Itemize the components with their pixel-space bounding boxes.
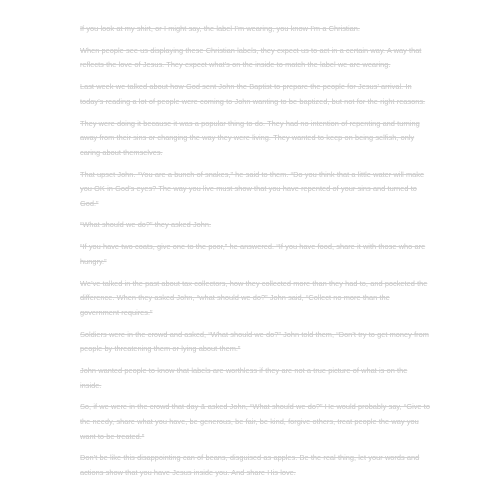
- paragraph-8: We’ve talked in the past about tax collectors, how they collected more than they had to, and pocketed the difference. When they asked John, “what should we do?” John said, “Collect no more than the government requires.”: [80, 278, 428, 317]
- paragraph-11: So, if we were in the crowd that day & asked John, “What should we do?” He would probably say, “Give to the needy, share what you have, be generous, be fair, be kind, forgive others, treat people the way you want to be treated.”: [80, 402, 430, 441]
- document-body: [80, 22, 430, 488]
- paragraph-12: Don’t be like this disappointing can of beans, disguised as apples. Be the real thing, let your words and actions show that you have Jesus inside you. And share His love.: [80, 453, 420, 477]
- paragraph-6: “What should we do?” they asked John.: [80, 220, 212, 230]
- paragraph-5: That upset John. “You are a bunch of snakes,” he said to them. “Do you think that a little water will make you OK in God’s eyes? The way you live must show that you have repented of your sins and turned to God.”: [80, 169, 425, 208]
- paragraph-2: When people see us displaying these Christian labels, they expect us to act in a certain way. A way that reflects the love of Jesus. They expect what’s on the inside to match the label we are wearing.: [80, 45, 422, 70]
- paragraph-1: If you look at my shirt, or I might say, the label I’m wearing, you know I’m a Christian.: [80, 24, 360, 33]
- paragraph-7: “If you have two coats, give one to the poor,” he answered. “If you have food, share it with those who are hungry.”: [80, 242, 426, 266]
- paragraph-3: Last week we talked about how God sent John the Baptist to prepare the people for Jesus’ arrival. In today’s reading a lot of people were coming to John wanting to be baptized, but not for the right reasons.: [80, 82, 426, 106]
- paragraph-4: They were doing it because it was a popular thing to do. They had no intention of repenting and turning away from their sins or changing the way they were living. They wanted to keep on being selfish, only caring about themselves.: [80, 118, 420, 157]
- paragraph-10: John wanted people to know that labels are worthless if they are not a true picture of what is on the inside.: [80, 365, 408, 390]
- paragraph-9: Soldiers were in the crowd and asked, “What should we do?” John told them, “Don’t try to get money from people by threatening them or lying about them.”: [80, 329, 429, 354]
